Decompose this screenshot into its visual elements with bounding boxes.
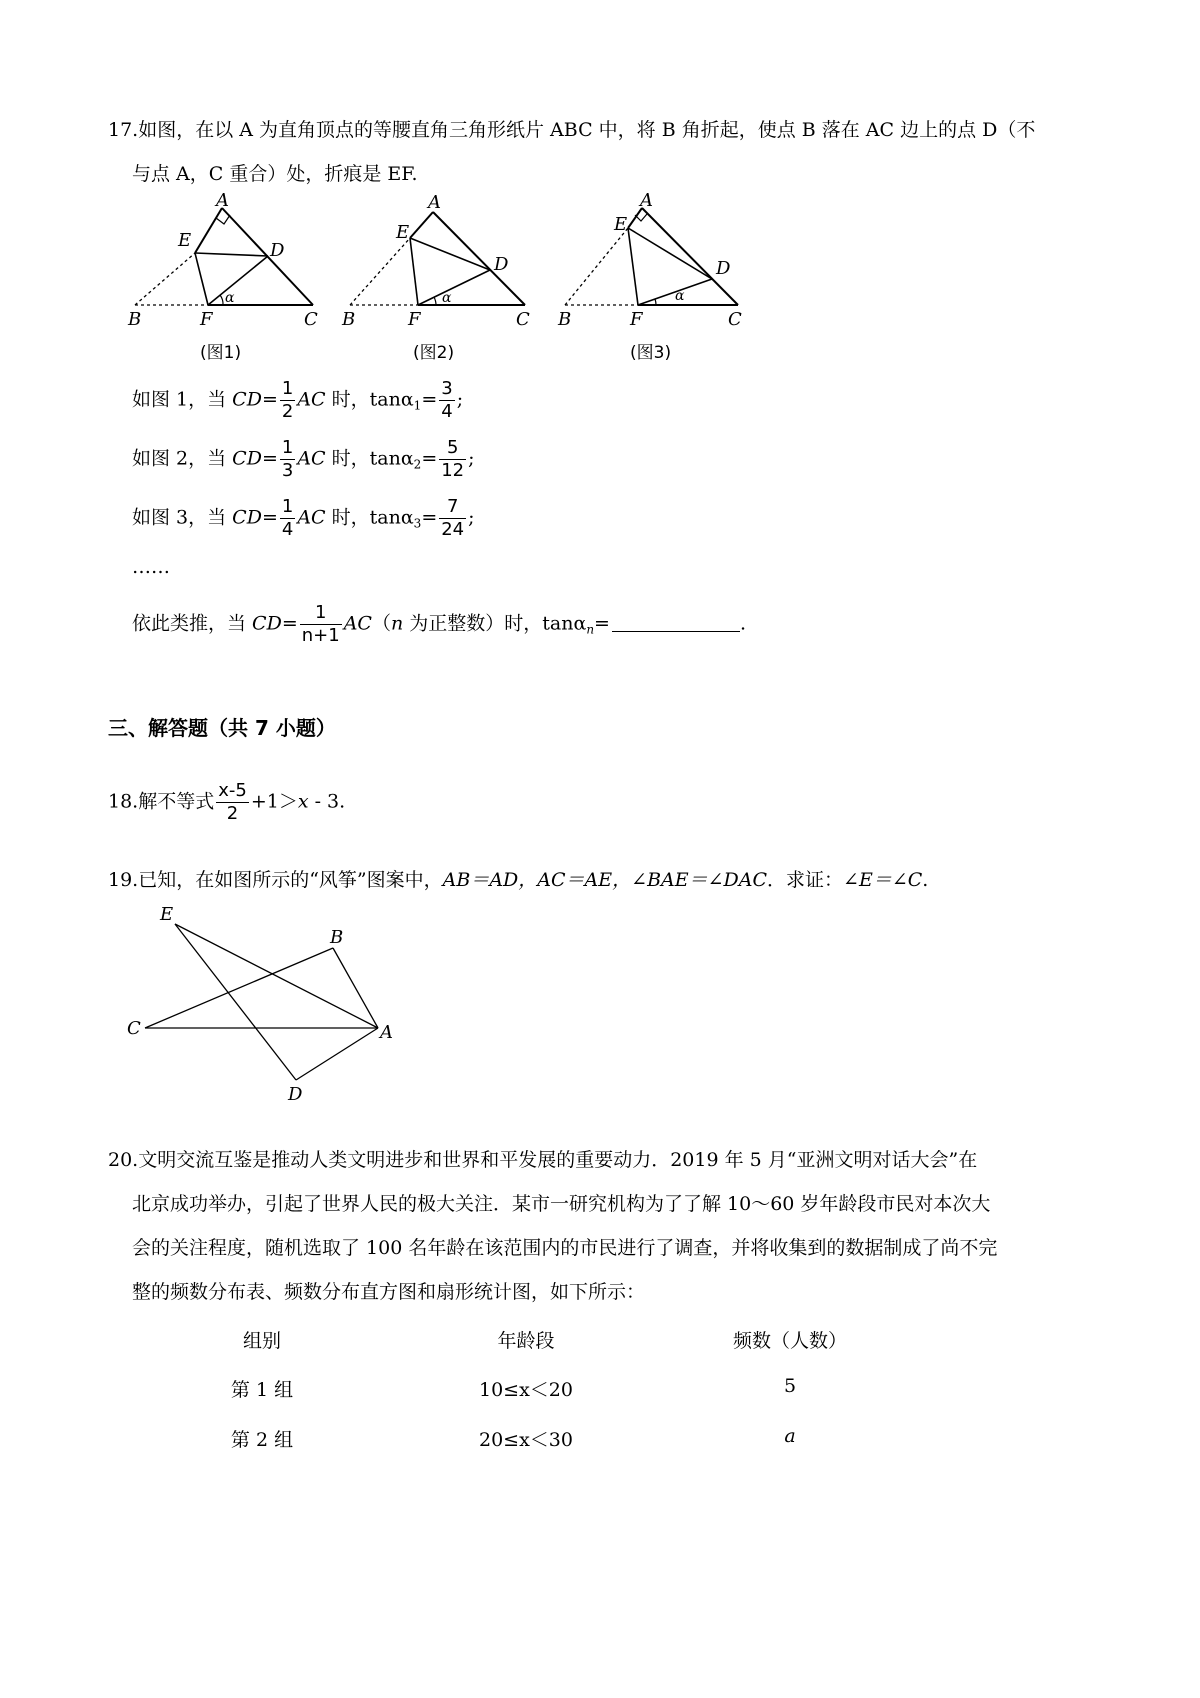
figure-1 <box>127 190 318 363</box>
fig2-caption: (图2) <box>413 343 455 363</box>
fig1-label-E: E <box>178 230 192 251</box>
table-cell: 5 <box>783 1375 797 1397</box>
table-cell: 第 1 组 <box>230 1379 294 1401</box>
kite-label-D: D <box>288 1084 303 1105</box>
q18: 18.解不等式 $\frac{x-5}{2}$ +1＞x - 3. <box>108 780 346 824</box>
fig1-label-C: C <box>304 309 318 330</box>
q20-line1: 20.文明交流互鉴是推动人类文明进步和世界和平发展的重要动力．2019 年 5 月“亚洲文明对话大会”在 <box>108 1149 978 1171</box>
figure-3 <box>557 190 742 363</box>
fig1-caption: (图1) <box>200 343 242 363</box>
table-cell: 第 2 组 <box>230 1429 294 1451</box>
q19-text: 19.已知，在如图所示的“风筝”图案中，AB＝AD，AC＝AE，∠BAE＝∠DAC．求证：∠E＝∠C. <box>108 869 929 891</box>
fig2-label-A: A <box>428 192 441 213</box>
fraction: $\frac{1}{n+1}$ <box>301 602 340 646</box>
fig2-label-B: B <box>342 309 356 330</box>
fig2-label-D: D <box>494 254 509 275</box>
q20-line4: 整的频数分布表、频数分布直方图和扇形统计图，如下所示： <box>132 1281 646 1303</box>
q17-case-3: 如图 3，当 CD= $\frac{1}{4}$ AC 时，tanα$_3$= $\frac{7}{24}$ ; <box>132 496 475 540</box>
table-header-frequency: 频数（人数） <box>732 1330 847 1352</box>
table-cell: a <box>784 1425 796 1447</box>
q17-case-1: 如图 1，当 CD= $\frac{1}{2}$ AC 时，tanα$_1$= $\frac{3}{4}$ ; <box>132 378 464 422</box>
q19-kite-figure <box>120 898 410 1108</box>
kite-label-C: C <box>127 1018 141 1039</box>
fraction: $\frac{1}{2}$ <box>281 378 294 422</box>
kite-label-E: E <box>160 904 174 925</box>
q17-figures <box>120 190 760 370</box>
fraction: $\frac{3}{4}$ <box>441 378 453 422</box>
kite-label-B: B <box>330 927 344 948</box>
q17-line1: 17.如图，在以 A 为直角顶点的等腰直角三角形纸片 ABC 中，将 B 角折起，使点 B 落在 AC 边上的点 D（不 <box>108 119 1036 141</box>
fig2-label-alpha: α <box>442 290 452 306</box>
table-header-group: 组别 <box>242 1330 281 1352</box>
q17-ellipsis: …… <box>132 556 170 578</box>
q20-line2: 北京成功举办，引起了世界人民的极大关注．某市一研究机构为了了解 10～60 岁年龄段市民对本次大 <box>132 1193 991 1215</box>
table-header-age: 年龄段 <box>497 1330 555 1352</box>
fraction: $\frac{x-5}{2}$ <box>218 780 247 824</box>
q17-line2: 与点 A，C 重合）处，折痕是 EF. <box>132 163 418 185</box>
fig2-label-F: F <box>408 309 421 330</box>
fig1-label-D: D <box>270 240 285 261</box>
q20-line3: 会的关注程度，随机选取了 100 名年龄在该范围内的市民进行了调查，并将收集到的数据制成了尚不完 <box>132 1237 998 1259</box>
fig3-label-A: A <box>640 190 653 211</box>
fig1-label-F: F <box>200 309 213 330</box>
fig2-label-E: E <box>396 222 410 243</box>
q17-general: 依此类推，当 CD= $\frac{1}{n+1}$ AC（n 为正整数）时，tanα$_n$= . <box>132 602 747 646</box>
fig3-label-alpha: α <box>675 288 685 304</box>
kite-label-A: A <box>380 1022 393 1043</box>
fraction: $\frac{1}{3}$ <box>281 437 294 481</box>
fig3-caption: (图3) <box>630 343 672 363</box>
fraction: $\frac{1}{4}$ <box>281 496 294 540</box>
fig3-label-E: E <box>614 214 628 235</box>
fraction: $\frac{7}{24}$ <box>441 496 465 540</box>
answer-blank[interactable] <box>612 611 740 632</box>
fig1-label-B: B <box>128 309 142 330</box>
q17-case-2: 如图 2，当 CD= $\frac{1}{3}$ AC 时，tanα$_2$= $\frac{5}{12}$ ; <box>132 437 475 481</box>
fig3-label-F: F <box>630 309 643 330</box>
fig1-label-A: A <box>216 190 229 211</box>
fraction: $\frac{5}{12}$ <box>441 437 465 481</box>
fig3-label-C: C <box>728 309 742 330</box>
fig3-label-B: B <box>558 309 572 330</box>
table-cell: 20≤x＜30 <box>479 1429 573 1451</box>
table-cell: 10≤x＜20 <box>479 1379 573 1401</box>
figure-2 <box>341 192 530 363</box>
fig2-label-C: C <box>516 309 530 330</box>
section-3-title: 三、解答题（共 7 小题） <box>108 716 336 740</box>
fig1-label-alpha: α <box>225 290 235 306</box>
fig3-label-D: D <box>716 258 731 279</box>
